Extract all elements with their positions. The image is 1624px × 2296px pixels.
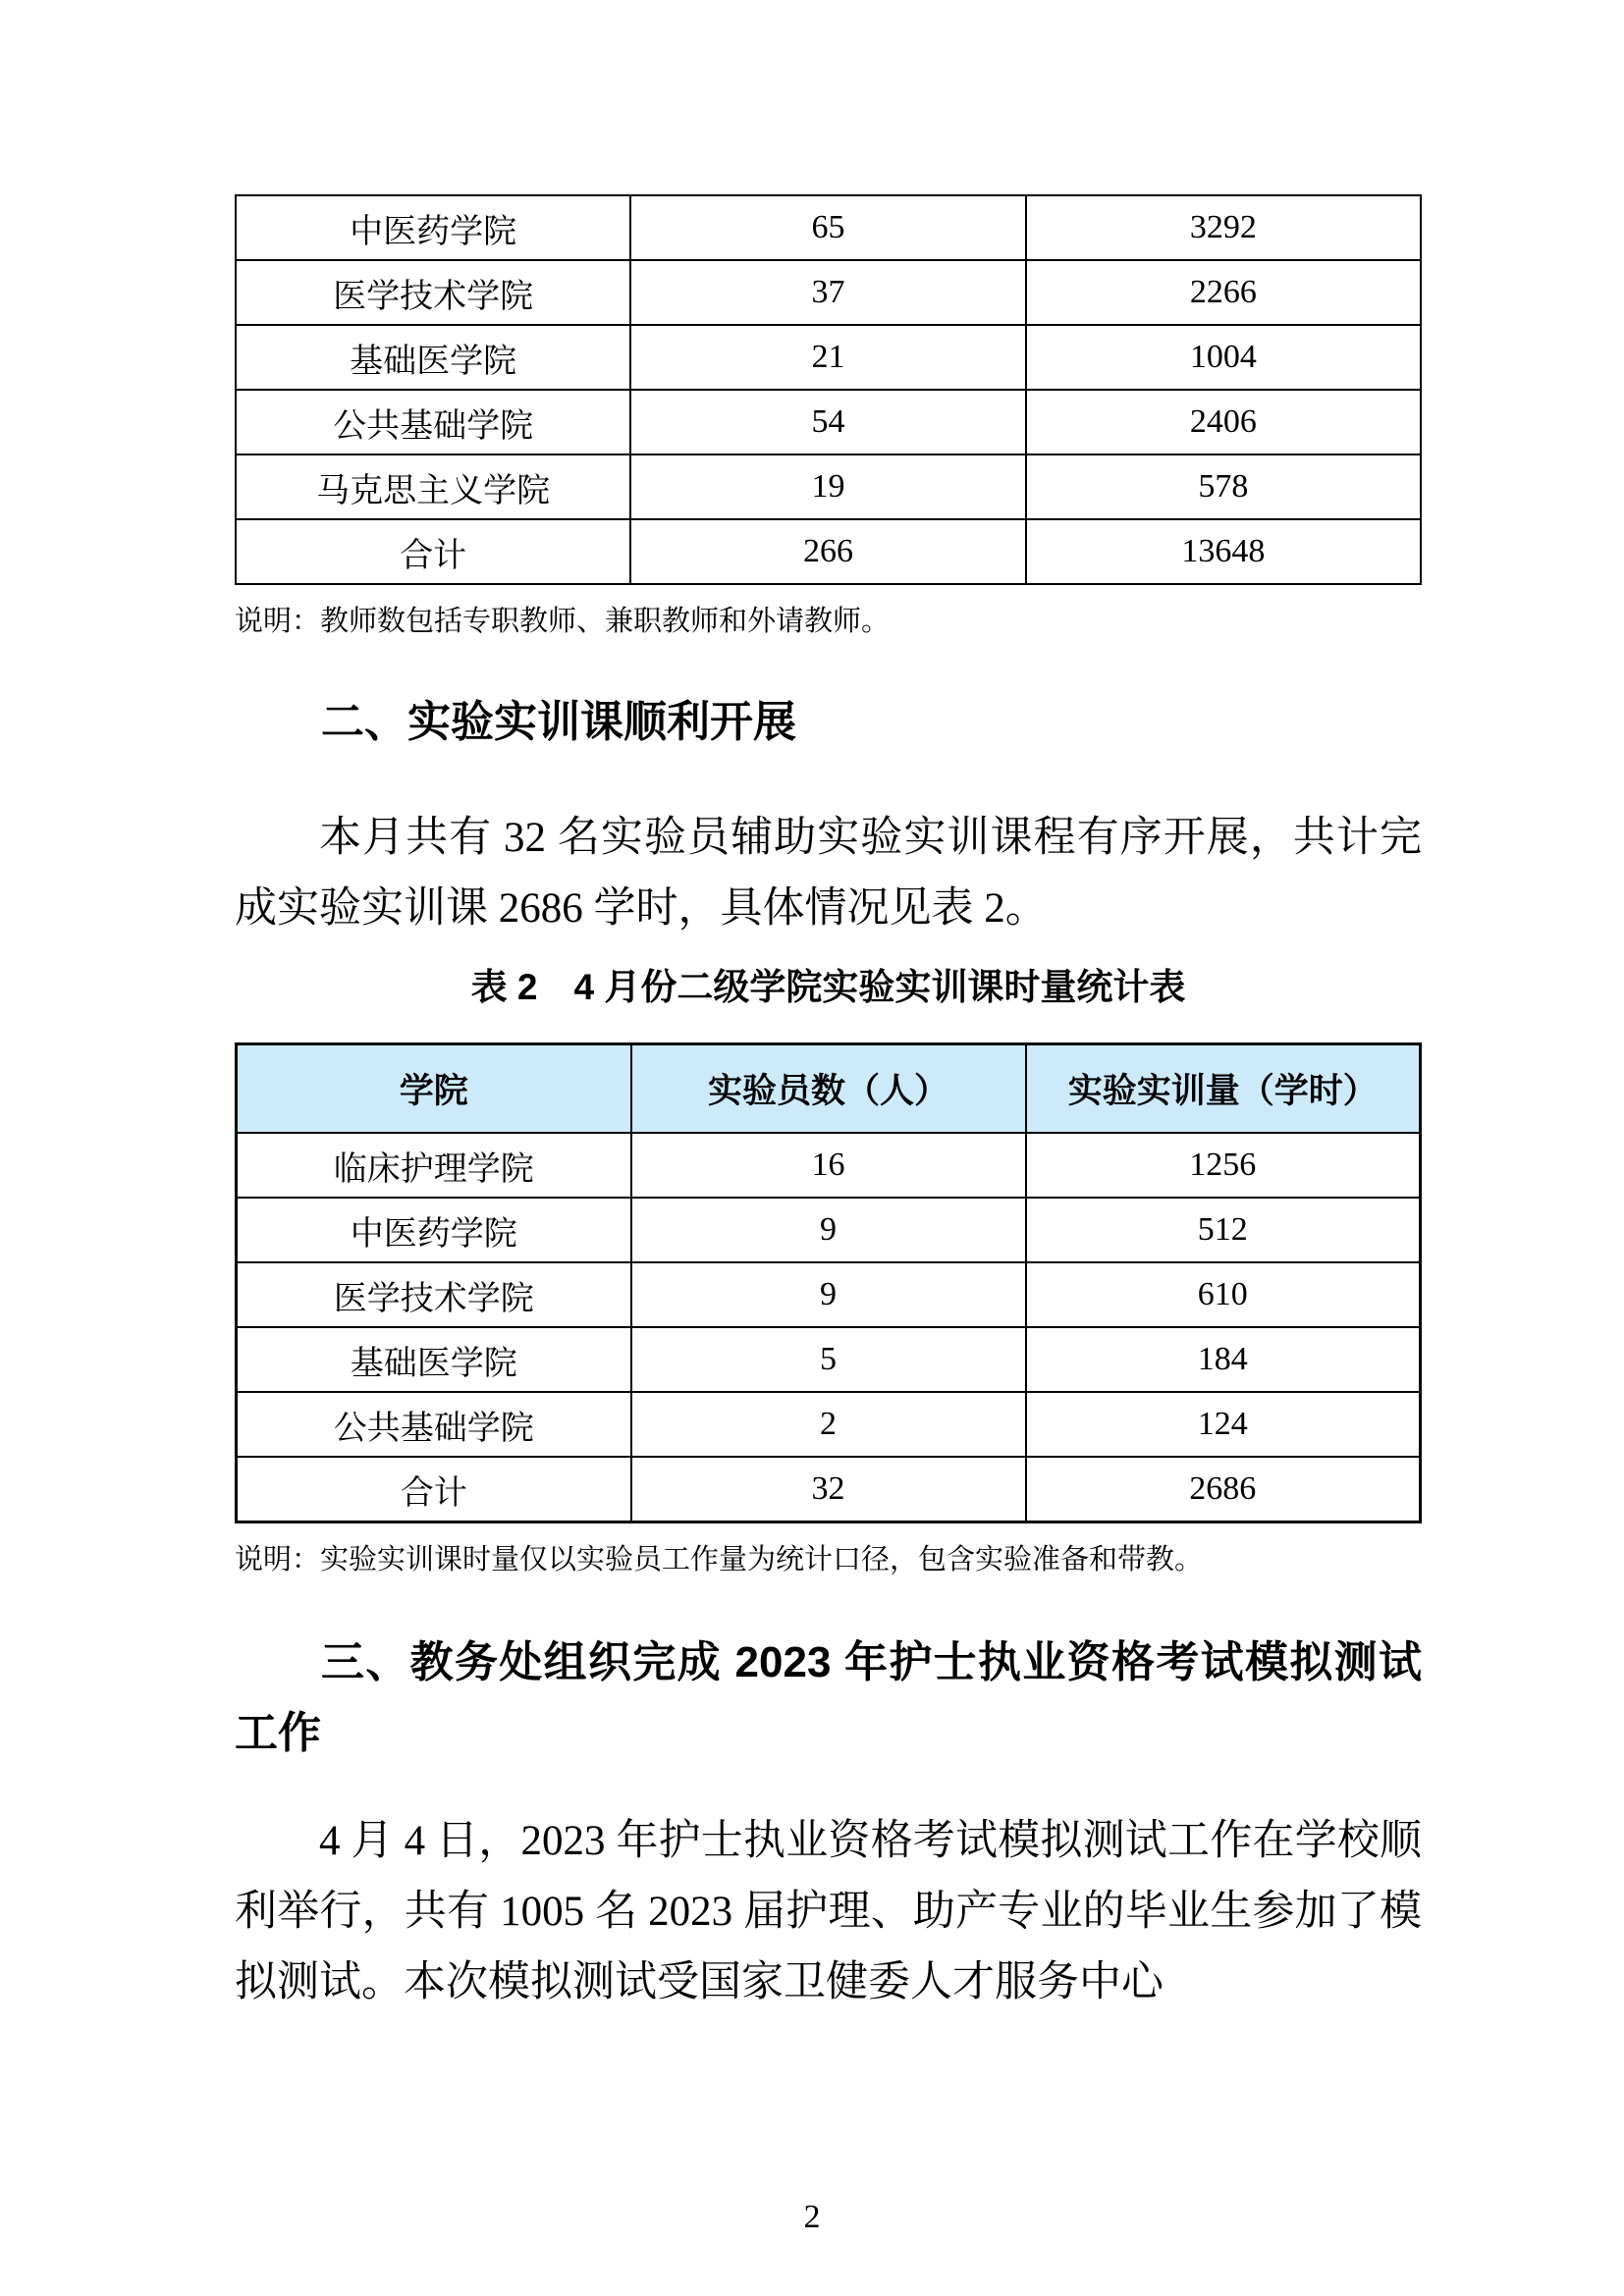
- count-cell: 9: [631, 1262, 1026, 1327]
- table2-note: 说明：实验实训课时量仅以实验员工作量为统计口径，包含实验准备和带教。: [235, 1544, 1204, 1575]
- table-row: [237, 1392, 1421, 1457]
- table-row: [237, 1262, 1421, 1327]
- header-college: 学院: [237, 1044, 631, 1134]
- amount-cell: 1004: [1026, 325, 1421, 390]
- amount-cell: 2406: [1026, 390, 1421, 454]
- college-cell: 合计: [237, 1457, 631, 1522]
- count-cell: 37: [630, 260, 1025, 325]
- table1-note: 说明：教师数包括专职教师、兼职教师和外请教师。: [235, 606, 891, 637]
- count-cell: 32: [631, 1457, 1026, 1522]
- section3-paragraph: 4 月 4 日，2023 年护士执业资格考试模拟测试工作在学校顺利举行，共有 1005 名 2023 届护理、助产专业的毕业生参加了模拟测试。本次模拟测试受国家卫健委人才服务中心: [235, 1818, 1422, 2005]
- count-cell: 19: [630, 454, 1025, 519]
- header-count: 实验员数（人）: [631, 1044, 1026, 1134]
- amount-cell: 13648: [1026, 519, 1421, 584]
- table-row: [236, 260, 1421, 325]
- college-cell: 公共基础学院: [237, 1392, 631, 1457]
- college-cell: 马克思主义学院: [236, 454, 630, 519]
- amount-cell: 184: [1026, 1327, 1421, 1392]
- table-row: [236, 454, 1421, 519]
- table-total-row: [236, 519, 1421, 584]
- count-cell: 5: [631, 1327, 1026, 1392]
- table-row: [236, 390, 1421, 454]
- section2-paragraph: 本月共有 32 名实验员辅助实验实训课程有序开展，共计完成实验实训课 2686 学时，具体情况见表 2。: [235, 815, 1422, 932]
- college-cell: 合计: [236, 519, 630, 584]
- page-number: 2: [803, 2199, 821, 2235]
- table-row: [236, 195, 1421, 260]
- page-content: [235, 0, 1422, 2018]
- amount-cell: 2266: [1026, 260, 1421, 325]
- college-cell: 医学技术学院: [236, 260, 630, 325]
- lab-course-stats-table: [235, 1042, 1422, 1523]
- college-cell: 中医药学院: [237, 1198, 631, 1262]
- table-row: [236, 325, 1421, 390]
- teacher-stats-table: [235, 194, 1422, 585]
- amount-cell: 1256: [1026, 1133, 1421, 1198]
- count-cell: 21: [630, 325, 1025, 390]
- count-cell: 54: [630, 390, 1025, 454]
- count-cell: 2: [631, 1392, 1026, 1457]
- table-row: [237, 1327, 1421, 1392]
- college-cell: 中医药学院: [236, 195, 630, 260]
- header-amount: 实验实训量（学时）: [1026, 1044, 1421, 1134]
- college-cell: 医学技术学院: [237, 1262, 631, 1327]
- table2-header-row: [237, 1044, 1421, 1134]
- table-total-row: [237, 1457, 1421, 1522]
- table-row: [237, 1133, 1421, 1198]
- count-cell: 9: [631, 1198, 1026, 1262]
- college-cell: 临床护理学院: [237, 1133, 631, 1198]
- count-cell: 266: [630, 519, 1025, 584]
- count-cell: 16: [631, 1133, 1026, 1198]
- table-row: [237, 1198, 1421, 1262]
- amount-cell: 124: [1026, 1392, 1421, 1457]
- amount-cell: 610: [1026, 1262, 1421, 1327]
- count-cell: 65: [630, 195, 1025, 260]
- amount-cell: 578: [1026, 454, 1421, 519]
- table2-caption: 表 2 4 月份二级学院实验实训课时量统计表: [470, 967, 1186, 1007]
- college-cell: 基础医学院: [237, 1327, 631, 1392]
- section-heading-3: 三、教务处组织完成 2023 年护士执业资格考试模拟测试工作: [235, 1638, 1422, 1757]
- amount-cell: 512: [1026, 1198, 1421, 1262]
- amount-cell: 3292: [1026, 195, 1421, 260]
- amount-cell: 2686: [1026, 1457, 1421, 1522]
- college-cell: 基础医学院: [236, 325, 630, 390]
- section-heading-2: 二、实验实训课顺利开展: [321, 698, 796, 746]
- college-cell: 公共基础学院: [236, 390, 630, 454]
